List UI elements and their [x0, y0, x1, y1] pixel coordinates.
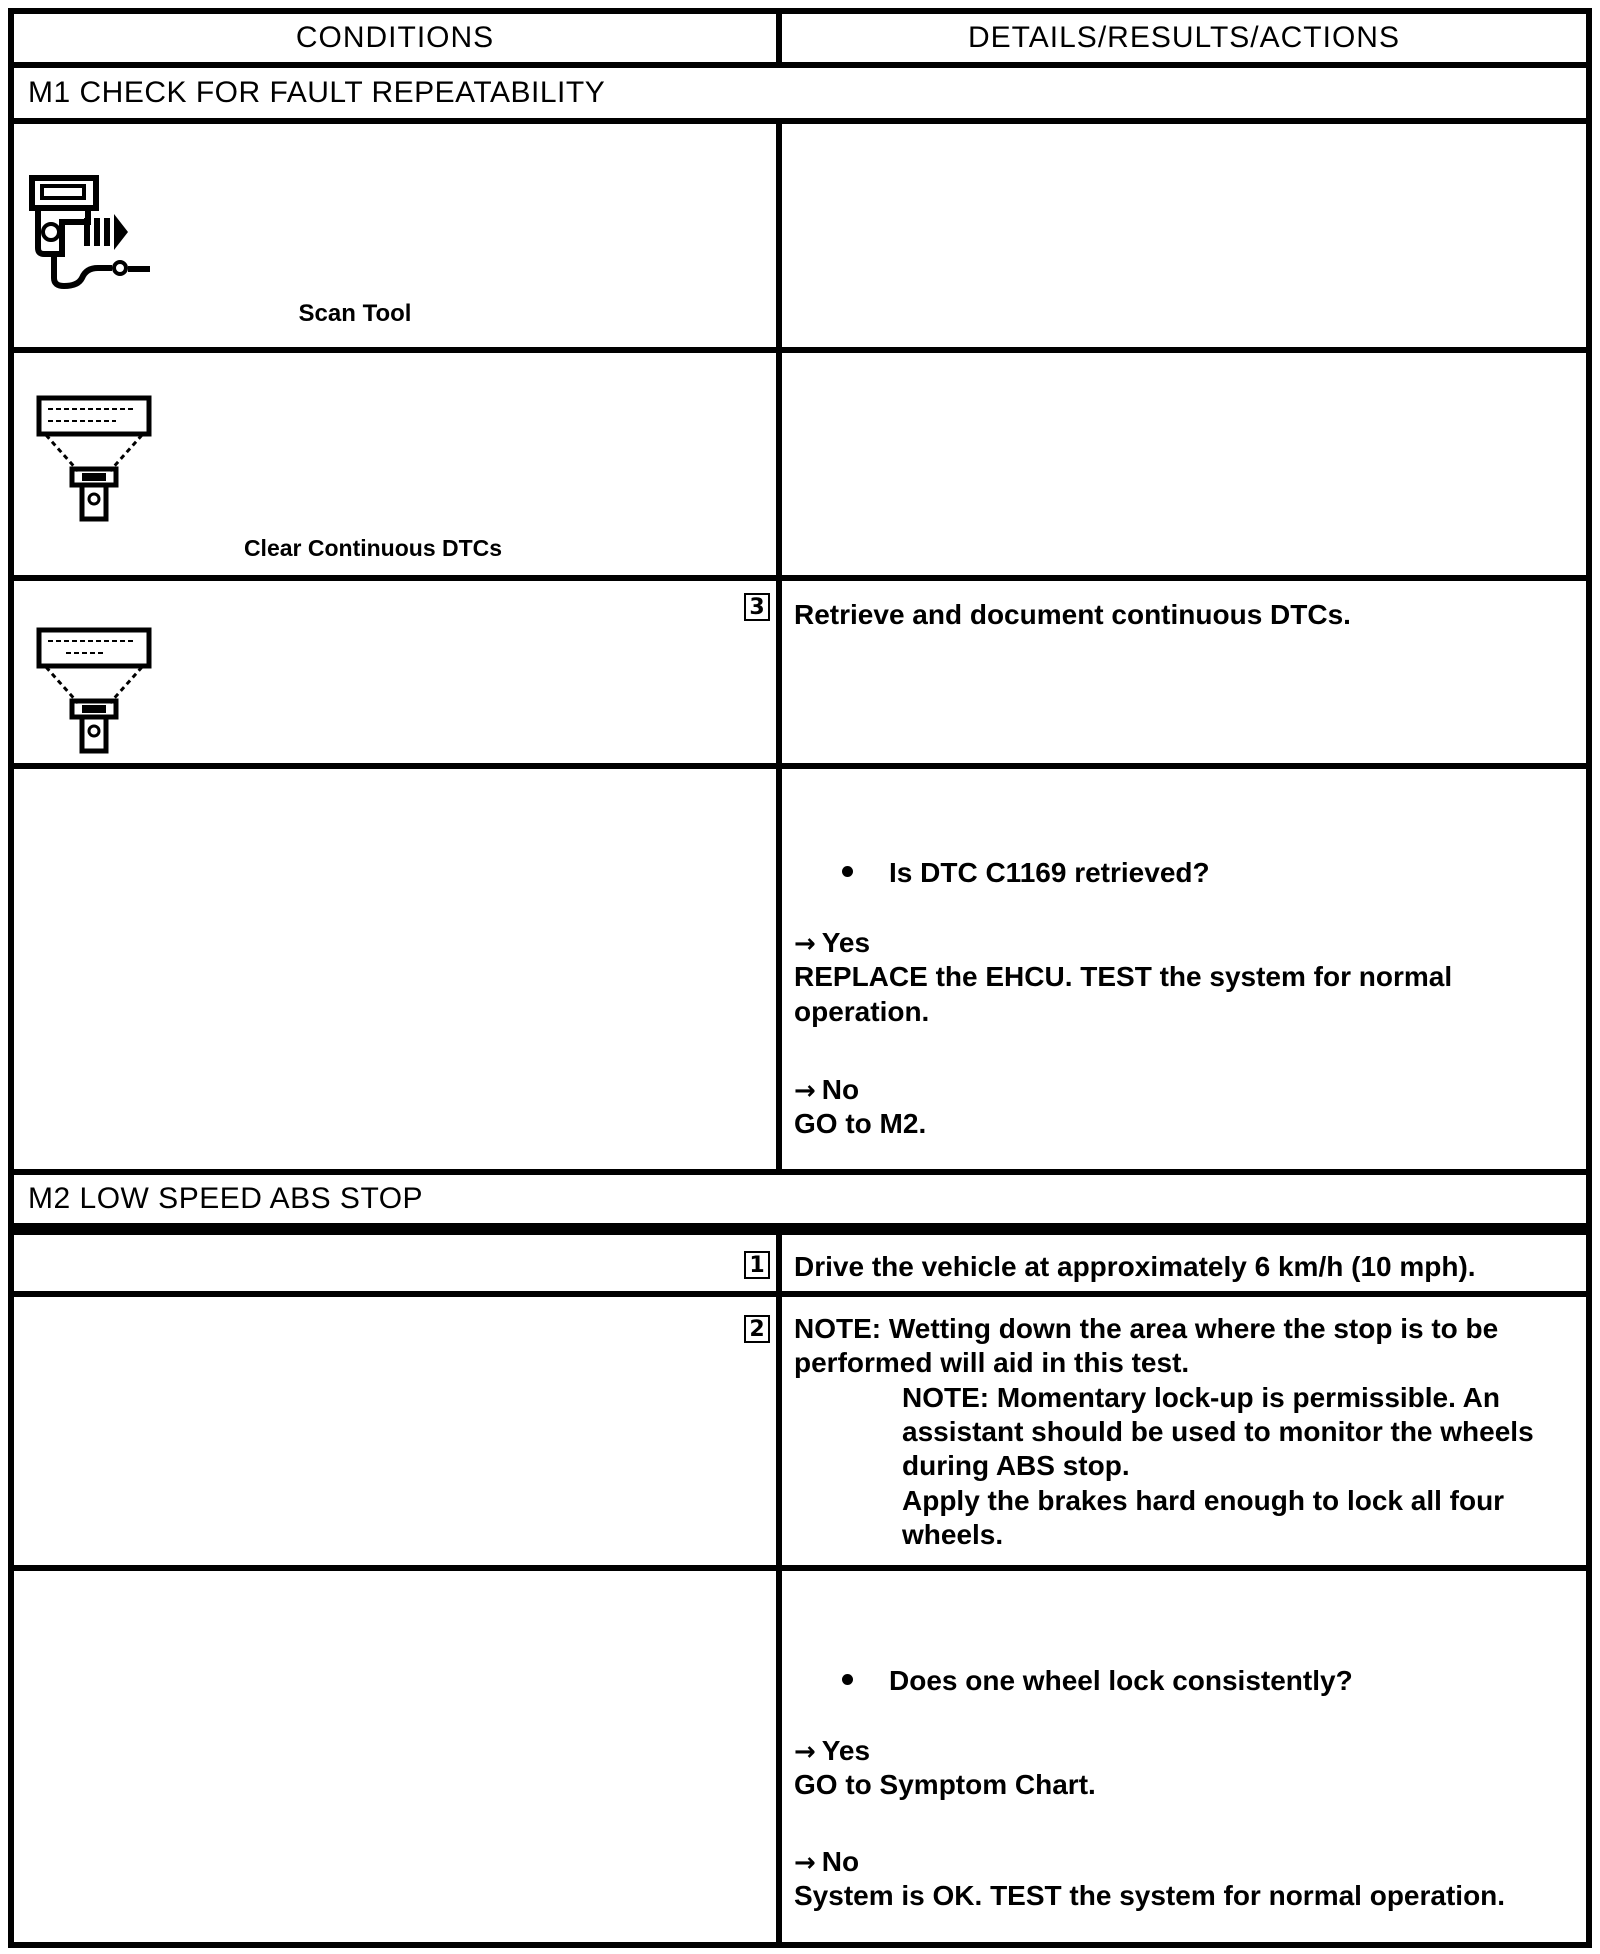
instruction-text: Retrieve and document continuous DTCs.	[794, 599, 1351, 630]
question-item	[842, 1663, 1353, 1698]
question-item	[842, 855, 1210, 890]
yes-action-line-1: REPLACE the EHCU. TEST the system for normal	[794, 961, 1453, 992]
no-label: No	[821, 1846, 860, 1877]
scan-tool-display-icon	[36, 395, 156, 525]
no-branch	[794, 1844, 1576, 1881]
m1-row3-conditions	[8, 575, 782, 769]
note-2-line-2: assistant should be used to monitor the wheels	[902, 1416, 1534, 1447]
section-title-m1: M1 CHECK FOR FAULT REPEATABILITY	[8, 62, 1592, 124]
note-2-line-3: during ABS stop.	[902, 1450, 1130, 1481]
step-number-badge: 1	[744, 1251, 770, 1279]
m2-row2-details	[776, 1291, 1592, 1571]
yes-branch	[794, 925, 1576, 962]
right-arrow-icon: →	[794, 1737, 816, 1767]
m1-row4-conditions	[8, 763, 782, 1175]
yes-action: GO to Symptom Chart.	[794, 1769, 1096, 1800]
scan-tool-caption: Scan Tool	[298, 300, 412, 327]
m1-row4-details	[776, 763, 1592, 1175]
header-conditions: CONDITIONS	[8, 8, 782, 68]
no-label: No	[821, 1074, 860, 1105]
note-1-line-1: NOTE: Wetting down the area where the stop is to be	[794, 1313, 1499, 1344]
m2-row1-conditions	[8, 1229, 782, 1297]
m1-row1-details	[776, 118, 1592, 353]
m2-row3-conditions	[8, 1565, 782, 1948]
bullet-icon	[842, 866, 853, 877]
m1-row3-details	[776, 575, 1592, 769]
note-1-line-2: performed will aid in this test.	[794, 1347, 1190, 1378]
apply-line-2: wheels.	[902, 1519, 1004, 1550]
note-2-line-1: NOTE: Momentary lock-up is permissible. An	[902, 1382, 1500, 1413]
right-arrow-icon: →	[794, 1848, 816, 1878]
bullet-icon	[842, 1674, 853, 1685]
scan-tool-icon	[28, 174, 168, 294]
no-action: GO to M2.	[794, 1108, 927, 1139]
header-details: DETAILS/RESULTS/ACTIONS	[776, 8, 1592, 68]
m2-row1-details	[776, 1229, 1592, 1297]
m1-row2-conditions	[8, 347, 782, 581]
no-branch	[794, 1072, 1576, 1109]
yes-action-line-2: operation.	[794, 996, 930, 1027]
m2-row2-conditions	[8, 1291, 782, 1571]
step-number-badge: 3	[744, 593, 770, 621]
apply-line-1: Apply the brakes hard enough to lock all four	[902, 1485, 1505, 1516]
yes-branch	[794, 1733, 1576, 1770]
right-arrow-icon: →	[794, 929, 816, 959]
m1-row2-details	[776, 347, 1592, 581]
question-text: Is DTC C1169 retrieved?	[889, 857, 1210, 888]
step-number-badge: 2	[744, 1315, 770, 1343]
instruction-text: Drive the vehicle at approximately 6 km/h (10 mph).	[794, 1251, 1476, 1282]
section-title-m2: M2 LOW SPEED ABS STOP	[8, 1169, 1592, 1229]
right-arrow-icon: →	[794, 1076, 816, 1106]
m1-row1-conditions	[8, 118, 782, 353]
clear-dtcs-caption: Clear Continuous DTCs	[243, 535, 503, 561]
yes-label: Yes	[821, 1735, 871, 1766]
question-text: Does one wheel lock consistently?	[889, 1665, 1353, 1696]
scan-tool-display-icon	[36, 627, 156, 757]
yes-label: Yes	[821, 927, 871, 958]
m2-row3-details	[776, 1565, 1592, 1948]
no-action: System is OK. TEST the system for normal operation.	[794, 1880, 1506, 1911]
